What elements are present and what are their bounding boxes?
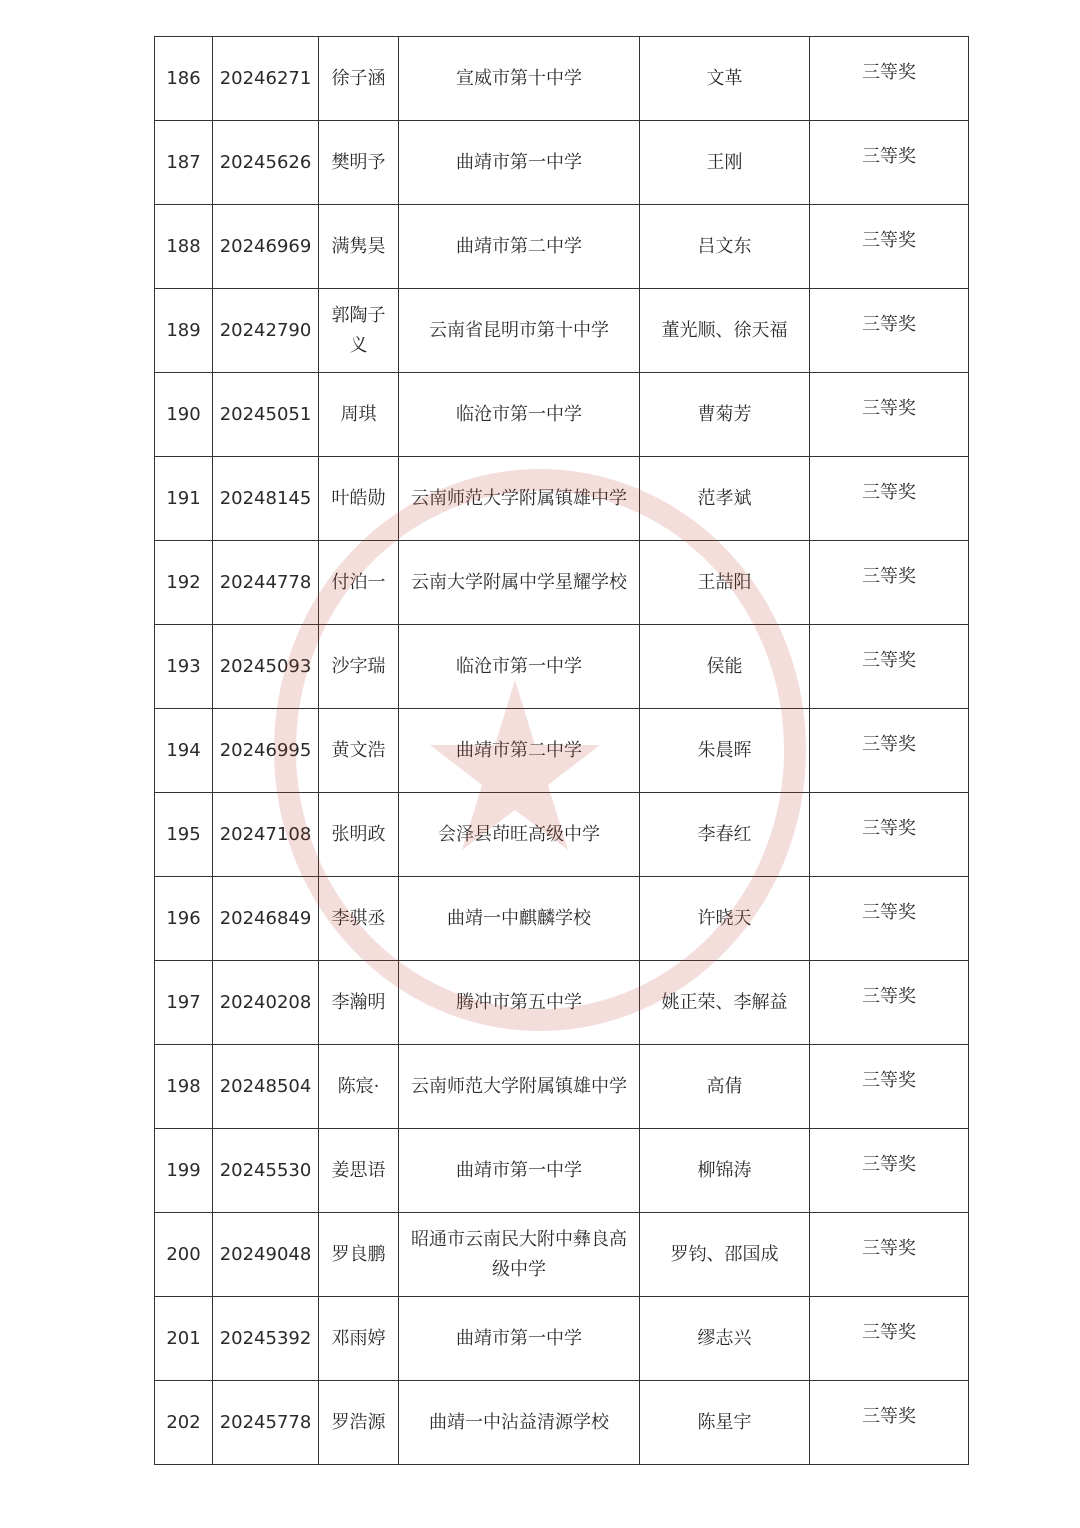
teacher-name: 缪志兴 (697, 1327, 752, 1349)
student-id: 20244778 (219, 571, 312, 593)
award-level: 三等奖 (862, 229, 916, 251)
row-number-cell (155, 205, 213, 289)
award-level-cell (810, 1129, 969, 1213)
school-name: 宣威市第十中学 (456, 67, 582, 89)
student-id: 20245093 (219, 655, 312, 677)
award-level: 三等奖 (862, 397, 916, 419)
student-id-cell (213, 541, 319, 625)
teacher-name-cell (640, 1381, 810, 1465)
row-number: 197 (166, 991, 201, 1013)
student-id: 20246969 (219, 235, 312, 257)
row-number-cell (155, 1129, 213, 1213)
row-number-cell (155, 457, 213, 541)
student-name: 张明政 (331, 823, 386, 845)
row-number-cell (155, 1213, 213, 1297)
student-name-cell (319, 37, 399, 121)
row-number-cell (155, 37, 213, 121)
table-row (155, 877, 969, 961)
teacher-name: 柳锦涛 (697, 1159, 752, 1181)
row-number: 186 (166, 67, 201, 89)
student-id: 20246849 (219, 907, 312, 929)
student-id: 20245051 (219, 403, 312, 425)
row-number-cell (155, 541, 213, 625)
teacher-name-cell (640, 373, 810, 457)
table-row (155, 37, 969, 121)
table-row (155, 457, 969, 541)
school-name-cell (399, 1213, 640, 1297)
teacher-name-cell (640, 37, 810, 121)
awards-table-body (155, 37, 969, 1465)
award-level: 三等奖 (862, 1237, 916, 1259)
row-number: 200 (166, 1243, 201, 1265)
student-id-cell (213, 1381, 319, 1465)
student-name-cell (319, 121, 399, 205)
student-name: 周琪 (340, 403, 377, 425)
teacher-name-cell (640, 709, 810, 793)
teacher-name-cell (640, 793, 810, 877)
student-name-cell (319, 205, 399, 289)
table-row (155, 1045, 969, 1129)
award-level: 三等奖 (862, 1321, 916, 1343)
student-name-cell (319, 289, 399, 373)
school-name-cell (399, 37, 640, 121)
award-level-cell (810, 1381, 969, 1465)
teacher-name-cell (640, 205, 810, 289)
student-id-cell (213, 1213, 319, 1297)
school-name: 云南师范大学附属镇雄中学 (411, 487, 627, 509)
student-id-cell (213, 457, 319, 541)
school-name: 腾冲市第五中学 (456, 991, 582, 1013)
row-number-cell (155, 1381, 213, 1465)
row-number: 187 (166, 151, 201, 173)
teacher-name: 高倩 (706, 1075, 743, 1097)
table-row (155, 373, 969, 457)
award-level-cell (810, 541, 969, 625)
student-name: 沙字瑞 (331, 655, 386, 677)
award-level: 三等奖 (862, 481, 916, 503)
student-id: 20245626 (219, 151, 312, 173)
school-name: 曲靖市第一中学 (456, 1327, 582, 1349)
teacher-name: 罗钧、邵国成 (670, 1243, 779, 1265)
teacher-name: 董光顺、徐天福 (661, 319, 788, 341)
teacher-name: 王喆阳 (697, 571, 752, 593)
student-name: 付泊一 (331, 571, 386, 593)
student-id-cell (213, 37, 319, 121)
teacher-name: 范孝斌 (697, 487, 752, 509)
row-number: 195 (166, 823, 201, 845)
award-level-cell (810, 37, 969, 121)
school-name: 曲靖一中沾益清源学校 (429, 1411, 609, 1433)
award-level: 三等奖 (862, 817, 916, 839)
row-number: 202 (166, 1411, 201, 1433)
row-number-cell (155, 1297, 213, 1381)
student-id-cell (213, 121, 319, 205)
school-name-cell (399, 961, 640, 1045)
student-id-cell (213, 793, 319, 877)
award-level-cell (810, 289, 969, 373)
student-name-cell (319, 1381, 399, 1465)
school-name-cell (399, 121, 640, 205)
award-level-cell (810, 373, 969, 457)
award-level-cell (810, 121, 969, 205)
teacher-name-cell (640, 1213, 810, 1297)
table-row (155, 1381, 969, 1465)
teacher-name-cell (640, 541, 810, 625)
school-name: 云南大学附属中学星耀学校 (411, 571, 627, 593)
student-id: 20247108 (219, 823, 312, 845)
row-number-cell (155, 121, 213, 205)
student-id-cell (213, 961, 319, 1045)
teacher-name-cell (640, 289, 810, 373)
row-number: 190 (166, 403, 201, 425)
award-level-cell (810, 1297, 969, 1381)
student-name-cell (319, 373, 399, 457)
award-level-cell (810, 709, 969, 793)
student-name: 叶皓勋 (331, 487, 386, 509)
school-name: 会泽县茚旺高级中学 (438, 823, 600, 845)
row-number-cell (155, 961, 213, 1045)
award-level: 三等奖 (862, 1069, 916, 1091)
teacher-name: 陈星宇 (697, 1411, 752, 1433)
student-name-cell (319, 541, 399, 625)
student-id-cell (213, 877, 319, 961)
table-row (155, 541, 969, 625)
award-level: 三等奖 (862, 145, 916, 167)
row-number: 199 (166, 1159, 201, 1181)
student-name: 陈宸· (337, 1075, 380, 1097)
award-level: 三等奖 (862, 313, 916, 335)
school-name-cell (399, 1297, 640, 1381)
teacher-name: 吕文东 (697, 235, 752, 257)
table-row (155, 1297, 969, 1381)
school-name: 曲靖市第二中学 (456, 739, 582, 761)
student-id: 20245530 (219, 1159, 312, 1181)
student-name-cell (319, 1213, 399, 1297)
student-name-cell (319, 877, 399, 961)
row-number-cell (155, 373, 213, 457)
row-number: 196 (166, 907, 201, 929)
student-name: 罗良鹏 (331, 1243, 386, 1265)
school-name-cell (399, 1381, 640, 1465)
teacher-name: 朱晨晖 (697, 739, 752, 761)
school-name: 临沧市第一中学 (456, 655, 582, 677)
teacher-name: 李春红 (697, 823, 752, 845)
student-id-cell (213, 289, 319, 373)
award-level: 三等奖 (862, 985, 916, 1007)
teacher-name-cell (640, 1129, 810, 1213)
student-name: 姜思语 (331, 1159, 386, 1181)
award-level: 三等奖 (862, 1405, 916, 1427)
student-name: 满隽昊 (331, 235, 386, 257)
student-name: 李骐丞 (331, 907, 386, 929)
teacher-name-cell (640, 457, 810, 541)
school-name: 曲靖市第一中学 (456, 151, 582, 173)
school-name: 曲靖市第二中学 (456, 235, 582, 257)
teacher-name: 侯能 (706, 655, 743, 677)
student-name-cell (319, 457, 399, 541)
teacher-name: 王刚 (706, 151, 743, 173)
award-level: 三等奖 (862, 1153, 916, 1175)
student-name: 李瀚明 (331, 991, 386, 1013)
school-name-cell (399, 625, 640, 709)
row-number: 188 (166, 235, 201, 257)
student-id: 20248145 (219, 487, 312, 509)
award-level: 三等奖 (862, 61, 916, 83)
school-name-cell (399, 457, 640, 541)
table-row (155, 205, 969, 289)
school-name: 曲靖一中麒麟学校 (447, 907, 591, 929)
school-name-cell (399, 205, 640, 289)
teacher-name-cell (640, 961, 810, 1045)
teacher-name: 曹菊芳 (697, 403, 752, 425)
row-number: 201 (166, 1327, 201, 1349)
student-name-cell (319, 709, 399, 793)
student-id: 20246995 (219, 739, 312, 761)
award-level: 三等奖 (862, 565, 916, 587)
student-id: 20240208 (219, 991, 312, 1013)
awards-table (154, 36, 969, 1465)
table-row (155, 1213, 969, 1297)
award-level: 三等奖 (862, 733, 916, 755)
teacher-name-cell (640, 625, 810, 709)
row-number-cell (155, 793, 213, 877)
school-name-cell (399, 793, 640, 877)
row-number: 193 (166, 655, 201, 677)
student-id: 20242790 (219, 319, 312, 341)
row-number: 198 (166, 1075, 201, 1097)
school-name-cell (399, 709, 640, 793)
student-id-cell (213, 1129, 319, 1213)
teacher-name-cell (640, 1045, 810, 1129)
row-number-cell (155, 289, 213, 373)
student-id: 20248504 (219, 1075, 312, 1097)
school-name: 云南师范大学附属镇雄中学 (411, 1075, 627, 1097)
row-number: 192 (166, 571, 201, 593)
student-name-cell (319, 793, 399, 877)
school-name: 临沧市第一中学 (456, 403, 582, 425)
teacher-name-cell (640, 877, 810, 961)
award-level-cell (810, 205, 969, 289)
row-number-cell (155, 709, 213, 793)
table-row (155, 793, 969, 877)
student-id-cell (213, 373, 319, 457)
row-number: 194 (166, 739, 201, 761)
award-level: 三等奖 (862, 901, 916, 923)
student-id-cell (213, 709, 319, 793)
row-number-cell (155, 1045, 213, 1129)
award-level: 三等奖 (862, 649, 916, 671)
student-id-cell (213, 205, 319, 289)
table-row (155, 121, 969, 205)
table-row (155, 289, 969, 373)
school-name-cell (399, 373, 640, 457)
table-row (155, 961, 969, 1045)
student-id-cell (213, 625, 319, 709)
school-name-cell (399, 877, 640, 961)
student-id: 20245392 (219, 1327, 312, 1349)
award-level-cell (810, 877, 969, 961)
teacher-name: 姚正荣、李解益 (661, 991, 788, 1013)
student-name-cell (319, 1129, 399, 1213)
teacher-name: 许晓天 (697, 907, 752, 929)
student-id: 20245778 (219, 1411, 312, 1433)
award-level-cell (810, 457, 969, 541)
student-name: 罗浩源 (331, 1411, 386, 1433)
school-name-cell (399, 541, 640, 625)
student-name: 樊明予 (331, 151, 386, 173)
student-name-cell (319, 1297, 399, 1381)
table-row (155, 625, 969, 709)
award-level-cell (810, 1213, 969, 1297)
student-name: 徐子涵 (331, 67, 386, 89)
student-name-cell (319, 1045, 399, 1129)
school-name-cell (399, 1045, 640, 1129)
award-level-cell (810, 793, 969, 877)
school-name-cell (399, 289, 640, 373)
student-id-cell (213, 1297, 319, 1381)
student-id: 20246271 (219, 67, 312, 89)
student-name-cell (319, 961, 399, 1045)
teacher-name-cell (640, 1297, 810, 1381)
table-row (155, 1129, 969, 1213)
teacher-name: 文革 (706, 67, 743, 89)
student-name-cell (319, 625, 399, 709)
student-name: 黄文浩 (331, 739, 386, 761)
row-number-cell (155, 877, 213, 961)
student-id-cell (213, 1045, 319, 1129)
table-row (155, 709, 969, 793)
student-name: 郭陶子义 (331, 304, 386, 356)
award-level-cell (810, 1045, 969, 1129)
row-number-cell (155, 625, 213, 709)
school-name: 昭通市云南民大附中彝良高级中学 (411, 1228, 627, 1280)
award-level-cell (810, 625, 969, 709)
student-name: 邓雨婷 (331, 1327, 386, 1349)
student-id: 20249048 (219, 1243, 312, 1265)
teacher-name-cell (640, 121, 810, 205)
row-number: 189 (166, 319, 201, 341)
row-number: 191 (166, 487, 201, 509)
award-level-cell (810, 961, 969, 1045)
school-name-cell (399, 1129, 640, 1213)
school-name: 曲靖市第一中学 (456, 1159, 582, 1181)
school-name: 云南省昆明市第十中学 (429, 319, 609, 341)
